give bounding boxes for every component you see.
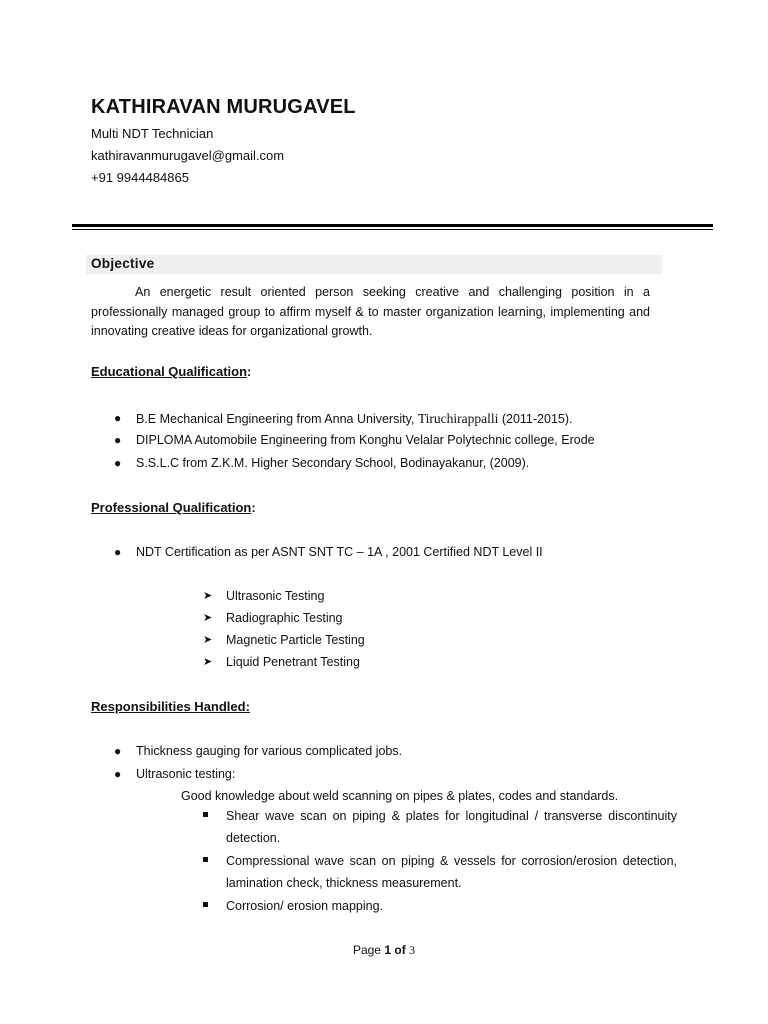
bullet-dot-icon: ● <box>114 744 122 758</box>
bullet-dot-icon: ● <box>114 456 122 470</box>
objective-heading-bar <box>86 255 662 274</box>
arrow-bullet-icon: ➤ <box>203 634 213 646</box>
professional-item-text: NDT Certification as per ASNT SNT TC – 1A , 2001 Certified NDT Level II <box>136 545 543 559</box>
education-item-text <box>136 411 572 427</box>
phone-number: +91 9944484865 <box>91 170 189 185</box>
professional-heading <box>91 500 256 515</box>
ndt-method-label: Radiographic Testing <box>226 611 343 625</box>
objective-text: An energetic result oriented person seeking creative and challenging position in a professionally managed group to affirm myself & to master organization learning, implementing and innovating creative ideas for organizational growth. <box>91 285 650 338</box>
square-bullet-icon <box>203 857 208 862</box>
responsibilities-heading <box>91 699 250 714</box>
education-heading-colon: : <box>247 364 252 379</box>
ndt-method-label: Magnetic Particle Testing <box>226 633 365 647</box>
header-divider-thick <box>72 224 713 227</box>
bullet-dot-icon: ● <box>114 433 122 447</box>
of-label: of <box>394 943 406 957</box>
professional-heading-text: Professional Qualification <box>91 500 252 515</box>
ultrasonic-task-text: Shear wave scan on piping & plates for longitudinal / transverse discontinuity detection. <box>226 809 677 845</box>
bullet-dot-icon: ● <box>114 411 122 425</box>
arrow-bullet-icon: ➤ <box>203 656 213 668</box>
bullet-dot-icon: ● <box>114 545 122 559</box>
education-item-text: S.S.L.C from Z.K.M. Higher Secondary School, Bodinayakanur, (2009). <box>136 456 530 470</box>
education-heading-text: Educational Qualification <box>91 364 248 379</box>
responsibilities-heading-text: Responsibilities Handled: <box>91 699 250 714</box>
responsibility-item-text: Ultrasonic testing: <box>136 767 236 781</box>
education-heading <box>91 364 251 379</box>
ultrasonic-task-text: Compressional wave scan on piping & vessels for corrosion/erosion detection, lamination check, thickness measurement. <box>226 854 677 890</box>
square-bullet-icon <box>203 902 208 907</box>
square-bullet-icon <box>203 812 208 817</box>
ultrasonic-summary: Good knowledge about weld scanning on pipes & plates, codes and standards. <box>181 789 619 803</box>
education-item-text: DIPLOMA Automobile Engineering from Konghu Velalar Polytechnic college, Erode <box>136 433 595 447</box>
education-city: Tiruchirappalli <box>417 411 499 426</box>
professional-heading-colon: : <box>251 500 256 515</box>
header-divider-thin <box>72 229 713 230</box>
education-degree: B.E Mechanical Engineering from Anna University, <box>136 412 418 426</box>
education-years: (2011-2015). <box>498 412 573 426</box>
responsibility-item-text: Thickness gauging for various complicated jobs. <box>136 744 403 758</box>
page-total: 3 <box>409 943 416 957</box>
bullet-dot-icon: ● <box>114 767 122 781</box>
email-address: kathiravanmurugavel@gmail.com <box>91 148 285 163</box>
page-label: Page <box>352 943 381 957</box>
candidate-name: KATHIRAVAN MURUGAVEL <box>91 96 356 118</box>
page-footer <box>0 943 768 958</box>
page-number: 1 <box>384 943 392 957</box>
ndt-method-label: Liquid Penetrant Testing <box>226 655 360 669</box>
ultrasonic-task-text: Corrosion/ erosion mapping. <box>226 899 384 913</box>
job-title: Multi NDT Technician <box>91 126 214 141</box>
arrow-bullet-icon: ➤ <box>203 590 213 602</box>
arrow-bullet-icon: ➤ <box>203 612 213 624</box>
ndt-method-label: Ultrasonic Testing <box>226 589 325 603</box>
objective-heading: Objective <box>91 256 155 271</box>
